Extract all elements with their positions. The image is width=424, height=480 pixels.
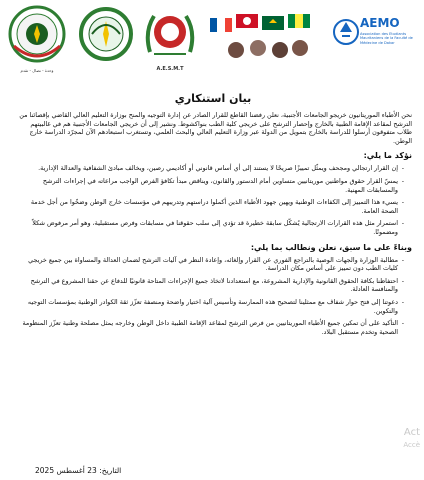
statement-document bbox=[14, 92, 412, 340]
list-item-text: التأكيد على أن تمكين جميع الأطباء الموريتانيين من فرص الترشح لمقاعد الإقامة الطبية داخل الوطن وخارجه يمثل مصلحة وطنية تعزّز المنظومة الصحية وتخدم مستقبل البلاد. bbox=[22, 319, 398, 336]
list-item-text: مطالبة الوزارة والجهات الوصية بالتراجع الفوري عن القرار وإلغائه، وإعادة النظر في آليات الترشح لضمان العدالة والمساواة بين جميع خريجي كليات الطب دون تمييز على أساس مكان الدراسة. bbox=[28, 255, 398, 273]
list-item bbox=[14, 219, 404, 236]
list-item bbox=[14, 198, 404, 215]
union-emblem-logo bbox=[6, 4, 68, 66]
asemt-caption: A.E.S.M.T bbox=[156, 66, 184, 72]
activation-watermark-line2: Accè bbox=[403, 441, 420, 449]
affirmations-heading: نؤكد ما يلي: bbox=[363, 151, 412, 161]
bullet-dash: - bbox=[401, 297, 404, 306]
green-emblem-logo bbox=[76, 6, 136, 64]
students-flags-logo bbox=[206, 8, 324, 64]
document-title: بيان استنكاري bbox=[174, 92, 252, 105]
bullet-dash: - bbox=[401, 219, 404, 228]
demands-heading: وبناءً على ما سبق، نعلن ونطالب بما يلي: bbox=[250, 242, 412, 252]
activation-watermark-line1: Act bbox=[403, 427, 420, 438]
list-item bbox=[14, 177, 404, 194]
list-item bbox=[14, 298, 404, 315]
list-item-text: دعوتنا إلى فتح حوار شفاف مع ممثلينا لتصحيح هذه الممارسة وتأسيس آلية اختيار واضحة ومنصفة تعزّز ثقة الكوادر الوطنية بمؤسسات التوجيه والتكوين. bbox=[27, 297, 398, 315]
bullet-dash: - bbox=[401, 319, 404, 328]
aemo-subtitle: Association des Etudiants Mauritaniens de la Faculté de Médecine de Dakar bbox=[360, 32, 413, 45]
asemt-logo bbox=[142, 6, 198, 64]
list-item-text: احتفاظنا بكافة الحقوق القانونية والإدارية المشروعة، مع استعدادنا لاتخاذ جميع الإجراءات المتاحة قانونيًا للدفاع عن حقنا المشروع في الترشح والمنافسة العادلة. bbox=[30, 276, 398, 294]
union-emblem-caption: وحدة - نضال - تقدم bbox=[20, 68, 54, 73]
list-item-text: يمسّ القرار حقوق مواطنين موريتانيين متساوين أمام الدستور والقانون، ويناقض مبدأ تكافؤ الفرص الواجب مراعاته في إجراءات الترشح والمسابقات المهنية. bbox=[42, 176, 398, 194]
intro-paragraph: نحن الأطباء الموريتانيون خريجو الجامعات الأجنبية، نعلن رفضنا القاطع للقرار الصادر عن إدارة التوجيه والمنح بوزارة التعليم العالي القاضي بإقصائنا من الترشح لمقاعد الإقامة الطبية بالخارج وإحصار الترشح على خريجي كلية الطب بنواكشوط. ونشير إلى أن خريجي الجامعات الأجنبية هم في غالبيتهم طلاب متفوقون أرسلوا للدراسة بالخارج بتمويل من الدولة عبر وزارة التعليم العالي والبحث العلمي، وتستغرب استبعادهم الآن لمجرّد الدراسة خارج الوطن. bbox=[19, 111, 412, 145]
logos-row bbox=[0, 4, 424, 76]
list-item bbox=[14, 277, 404, 294]
bullet-dash: - bbox=[401, 198, 404, 207]
document-date: التاريخ: 23 أغسطس 2025 bbox=[35, 466, 122, 475]
aemo-title: AEMO bbox=[360, 16, 400, 30]
bullet-dash: - bbox=[401, 276, 404, 285]
list-item bbox=[14, 256, 404, 273]
bullet-dash: - bbox=[401, 255, 404, 264]
list-item bbox=[14, 319, 404, 336]
bullet-dash: - bbox=[401, 176, 404, 185]
demands-list bbox=[14, 256, 412, 337]
list-item bbox=[14, 164, 404, 173]
aemo-logo bbox=[332, 10, 418, 60]
bullet-dash: - bbox=[401, 164, 404, 173]
affirmations-list bbox=[14, 164, 412, 236]
list-item-text: استمرار مثل هذه القرارات الارتجالية يُشكّل سابقة خطيرة قد تؤدي إلى سلب حقوقنا في مسابقات وفرص مستقبلية، وهو أمر مرفوض شكلاً ومضمونًا. bbox=[32, 219, 398, 236]
list-item-text: إن القرار ارتجالي ومجحف ويمثّل تمييزًا صريحًا لا يستند إلى أي أساس قانوني أو أكاديمي رصين، ويخالف مبادئ الشفافية والعدالة الإدارية. bbox=[38, 164, 398, 173]
list-item-text: يسيء هذا التمييز إلى الكفاءات الوطنية ويهين جهود الأطباء الذين أكملوا دراستهم وتدريبهم في مؤسسات خارج الوطن وضحّوا من أجل خدمة الصحة العامة. bbox=[30, 198, 398, 215]
